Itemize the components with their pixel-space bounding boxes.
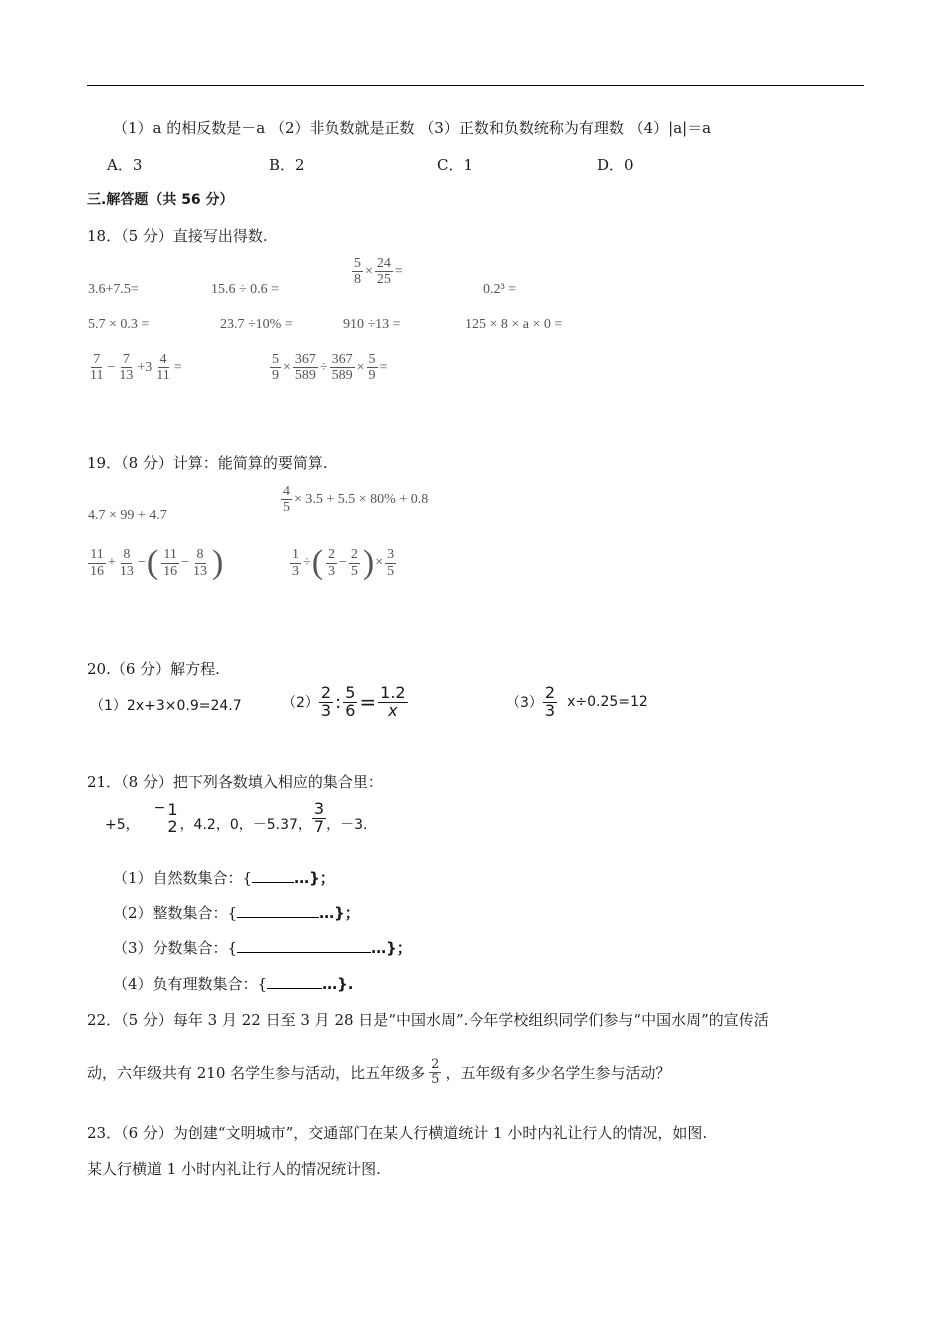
operator: × — [375, 555, 384, 570]
frac-denominator: 11 — [156, 368, 170, 384]
frac-denominator: 16 — [90, 563, 104, 579]
q18-item-1: 3.6+7.5= — [88, 282, 139, 297]
q22-line-2 — [87, 1058, 670, 1088]
frac-numerator: 5 — [354, 256, 361, 271]
frac-denominator: 3 — [320, 700, 332, 720]
q21-set-natural — [113, 867, 335, 888]
frac-numerator: 2 — [350, 547, 358, 563]
frac-denominator: 6 — [345, 700, 356, 720]
q17-statements: （1）a 的相反数是－a （2）非负数就是正数 （3）正数和负数统称为有理数 （4）|a|＝a — [113, 119, 712, 137]
q20-problem-3 — [506, 685, 648, 720]
frac-numerator: 11 — [90, 547, 104, 563]
q21-set-integer — [113, 902, 360, 923]
frac-denominator: 11 — [90, 368, 104, 384]
number-item: +5， — [105, 817, 140, 833]
q19-expr-2 — [279, 484, 428, 516]
frac-numerator: 24 — [376, 256, 391, 271]
frac-denominator: 9 — [368, 368, 376, 384]
frac-numerator: 5 — [345, 683, 356, 702]
operator: + — [108, 555, 116, 570]
q21-number-list — [105, 800, 367, 836]
q17-option-a: A．3 — [107, 156, 143, 174]
left-paren-icon: ( — [311, 544, 324, 581]
frac-denominator: 5 — [387, 563, 395, 579]
q23-line-1: 23．（6 分）为创建“文明城市”，交通部门在某人行横道统计 1 小时内礼让行人的情况，如图. — [87, 1124, 708, 1142]
q23-line-2: 某人行横道 1 小时内礼让行人的情况统计图. — [87, 1160, 381, 1178]
frac-denominator: 3 — [292, 563, 299, 579]
operator: × — [283, 359, 291, 375]
frac-denominator: x — [388, 700, 398, 720]
q18-item-6: 23.7 ÷10% = — [220, 317, 293, 332]
frac-denominator: 13 — [193, 563, 208, 579]
q17-option-d: D．0 — [597, 156, 634, 174]
q18-item-3 — [350, 256, 403, 288]
set-tail: …}； — [319, 904, 360, 922]
operator: + — [137, 359, 146, 375]
q18-item-4: 0.2³ = — [483, 282, 517, 297]
frac-numerator: 8 — [123, 547, 131, 563]
q21-set-negative-rational — [113, 973, 353, 994]
equals: = — [359, 690, 377, 715]
q19-title: 19．（8 分）计算：能简算的要简算. — [87, 454, 328, 472]
problem-label: （2） — [282, 695, 319, 712]
q17-option-c: C．1 — [437, 156, 474, 174]
frac-numerator: 2 — [328, 547, 336, 563]
header-rule — [87, 85, 864, 86]
q18-title: 18．（5 分）直接写出得数. — [87, 227, 268, 245]
q19-expr-1: 4.7 × 99 + 4.7 — [88, 508, 167, 523]
left-paren-icon: ( — [146, 544, 159, 581]
q21-title: 21．（8 分）把下列各数填入相应的集合里： — [87, 773, 383, 791]
expression-rest: × 3.5 + 5.5 × 80% + 0.8 — [294, 491, 429, 507]
frac-denominator: 16 — [163, 563, 178, 579]
answer-blank[interactable] — [237, 903, 319, 918]
frac-denominator: 589 — [331, 368, 353, 384]
q18-item-7: 910 ÷13 = — [343, 317, 401, 332]
frac-denominator: 8 — [354, 272, 361, 288]
frac-numerator: 3 — [387, 547, 395, 563]
right-paren-icon: ) — [362, 544, 375, 581]
frac-numerator: 5 — [368, 352, 376, 367]
frac-denominator: 13 — [119, 368, 134, 384]
frac-numerator: 1.2 — [380, 683, 406, 702]
frac-numerator: 8 — [196, 547, 204, 563]
equals: = — [394, 263, 403, 279]
frac-numerator: 2 — [320, 683, 332, 702]
operator: − — [339, 555, 347, 570]
answer-blank[interactable] — [237, 938, 371, 953]
frac-denominator: 3 — [328, 563, 336, 579]
whole-number: 3 — [145, 359, 153, 375]
equals: = — [173, 359, 182, 375]
q18-item-2: 15.6 ÷ 0.6 = — [211, 282, 280, 297]
frac-numerator: 367 — [294, 352, 316, 367]
frac-denominator: 5 — [431, 1072, 440, 1088]
number-item: ，－3. — [326, 817, 368, 833]
frac-denominator: 589 — [294, 368, 316, 384]
operator: ÷ — [319, 359, 328, 375]
frac-numerator: 4 — [283, 484, 290, 499]
frac-numerator: 2 — [544, 683, 556, 702]
equals: = — [379, 359, 388, 375]
equation-rest: x÷0.25=12 — [567, 694, 648, 711]
set-label: （4）负有理数集合：{ — [113, 975, 268, 993]
q19-expr-3 — [86, 546, 224, 580]
frac-denominator: 3 — [544, 700, 556, 720]
frac-numerator: 11 — [163, 547, 177, 563]
frac-denominator: 5 — [283, 500, 290, 516]
operator: × — [365, 263, 373, 279]
problem-label: （3） — [506, 695, 543, 712]
set-label: （2）整数集合：{ — [113, 904, 238, 922]
frac-denominator: 13 — [119, 563, 134, 579]
frac-denominator: 2 — [167, 817, 178, 837]
ratio-colon: : — [335, 691, 342, 713]
frac-denominator: 9 — [272, 368, 279, 384]
q18-item-9 — [86, 352, 182, 384]
set-label: （3）分数集合：{ — [113, 939, 238, 957]
operator: − — [107, 359, 116, 375]
frac-numerator: 367 — [331, 352, 353, 367]
q21-set-fraction — [113, 937, 412, 958]
frac-numerator: 5 — [272, 352, 279, 367]
frac-numerator: 1 — [292, 547, 299, 563]
frac-denominator: 25 — [376, 272, 391, 288]
operator: ÷ — [303, 555, 311, 570]
q17-option-b: B．2 — [269, 156, 305, 174]
operator: − — [181, 555, 190, 570]
frac-numerator: 7 — [93, 352, 101, 367]
operator: − — [137, 555, 146, 570]
q20-problem-1: （1）2x+3×0.9=24.7 — [90, 698, 242, 714]
q18-item-8: 125 × 8 × a × 0 = — [465, 317, 563, 332]
set-tail: …}； — [371, 939, 412, 957]
operator: × — [356, 359, 365, 375]
q20-title: 20.（6 分）解方程. — [87, 660, 220, 678]
q18-item-10 — [268, 352, 387, 384]
q20-problem-2 — [282, 685, 408, 720]
text-segment: 动，六年级共有 210 名学生参与活动，比五年级多 — [87, 1064, 426, 1083]
negative-sign: − — [153, 800, 166, 816]
set-tail: …}； — [294, 869, 335, 887]
number-items: ，4.2，0，－5.37， — [179, 817, 312, 833]
frac-numerator: 4 — [159, 352, 167, 367]
frac-denominator: 5 — [350, 563, 358, 579]
q19-expr-4 — [288, 546, 398, 580]
text-segment: ，五年级有多少名学生参与活动？ — [445, 1064, 671, 1083]
answer-blank[interactable] — [252, 868, 294, 883]
q22-line-1: 22．（5 分）每年 3 月 22 日至 3 月 28 日是“中国水周”.今年学校组织同学们参与“中国水周”的宣传活 — [87, 1011, 769, 1029]
set-tail: …}. — [322, 975, 354, 993]
frac-denominator: 7 — [313, 817, 325, 837]
frac-numerator: 2 — [431, 1057, 440, 1072]
right-paren-icon: ) — [212, 544, 224, 581]
frac-numerator: 1 — [167, 800, 178, 820]
frac-numerator: 7 — [122, 352, 130, 367]
section-title: 三.解答题（共 56 分） — [87, 192, 234, 208]
q18-item-5: 5.7 × 0.3 = — [88, 317, 150, 332]
frac-numerator: 3 — [313, 799, 325, 819]
set-label: （1）自然数集合：{ — [113, 869, 253, 887]
answer-blank[interactable] — [267, 974, 322, 989]
